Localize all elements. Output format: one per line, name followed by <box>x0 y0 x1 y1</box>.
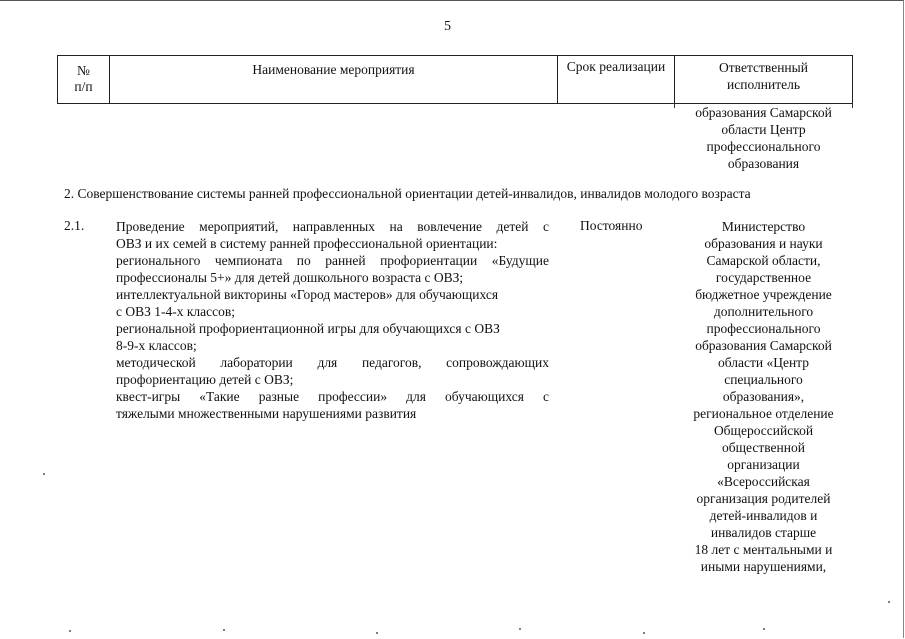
header-name-label: Наименование мероприятия <box>252 62 415 77</box>
scan-speck <box>43 473 45 475</box>
description-line: Проведение мероприятий, направленных на вовлечение детей с <box>116 219 549 234</box>
row-number: 2.1. <box>64 218 85 233</box>
description-line: ОВЗ и их семей в систему ранней профессиональной ориентации: <box>116 236 498 251</box>
responsible-line: иными нарушениями, <box>700 559 827 574</box>
responsible-line: 18 лет с ментальными и <box>694 542 833 557</box>
header-responsible-line-1: Ответственный <box>719 60 808 75</box>
responsible-continuation-line: области Центр <box>721 122 806 137</box>
row-description <box>116 218 549 422</box>
header-num-line-1: № <box>77 63 90 78</box>
scan-speck <box>888 601 890 603</box>
header-num-line-2: п/п <box>74 79 93 94</box>
responsible-line: организации <box>727 457 800 472</box>
header-name-cell <box>109 55 558 104</box>
responsible-line: Самарской области, <box>706 253 821 268</box>
header-term-cell <box>557 55 675 104</box>
responsible-continuation-line: профессионального <box>706 139 821 154</box>
description-line: 8-9-х классов; <box>116 338 197 353</box>
header-num-cell <box>57 55 110 104</box>
responsible-line: «Всероссийская <box>717 474 810 489</box>
responsible-line: специального <box>724 372 803 387</box>
responsible-line: детей-инвалидов и <box>709 508 818 523</box>
page-number: 5 <box>444 19 451 34</box>
responsible-continuation-line: образования Самарской <box>695 105 832 120</box>
responsible-line: Министерство <box>721 219 806 234</box>
responsible-continuation <box>680 104 847 172</box>
description-line: регионального чемпионата по ранней профориентации «Будущие <box>116 253 549 268</box>
responsible-line: области «Центр <box>717 355 810 370</box>
responsible-line: бюджетное учреждение <box>695 287 832 302</box>
description-line: региональной профориентационной игры для обучающихся с ОВЗ <box>116 321 500 336</box>
responsible-line: образования», <box>722 389 805 404</box>
scan-speck <box>763 628 765 630</box>
responsible-line: региональное отделение <box>693 406 834 421</box>
column-divider <box>852 103 853 108</box>
responsible-continuation-line: образования <box>727 156 800 171</box>
scan-speck <box>376 632 378 634</box>
section-heading: 2. Совершенствование системы ранней профессиональной ориентации детей-инвалидов, инвалидов молодого возраста <box>64 186 751 201</box>
responsible-line: государственное <box>715 270 812 285</box>
description-line: квест-игры «Такие разные профессии» для обучающихся с <box>116 389 549 404</box>
responsible-line: организация родителей <box>696 491 831 506</box>
description-line: тяжелыми множественными нарушениями развития <box>116 406 417 421</box>
description-line: интеллектуальной викторины «Город мастеров» для обучающихся <box>116 287 499 302</box>
responsible-line: Общероссийской <box>713 423 814 438</box>
scan-speck <box>643 632 645 634</box>
responsible-line: общественной <box>722 440 805 455</box>
responsible-line: профессионального <box>706 321 821 336</box>
description-line: методической лаборатории для педагогов, сопровождающих <box>116 355 549 370</box>
column-divider <box>674 103 675 108</box>
header-responsible-line-2: исполнитель <box>727 77 800 92</box>
scan-speck <box>69 630 71 632</box>
description-line: с ОВЗ 1-4-х классов; <box>116 304 236 319</box>
scan-speck <box>223 629 225 631</box>
header-responsible-cell <box>674 55 853 104</box>
description-line: профессионалы 5+» для детей дошкольного возраста с ОВЗ; <box>116 270 464 285</box>
description-line: профориентацию детей с ОВЗ; <box>116 372 294 387</box>
responsible-line: образования и науки <box>704 236 823 251</box>
row-responsible <box>680 218 847 575</box>
scan-speck <box>519 628 521 630</box>
responsible-line: инвалидов старше <box>710 525 817 540</box>
responsible-line: образования Самарской <box>695 338 832 353</box>
row-term: Постоянно <box>580 218 643 233</box>
header-term-label: Срок реализации <box>566 59 666 74</box>
responsible-line: дополнительного <box>713 304 814 319</box>
